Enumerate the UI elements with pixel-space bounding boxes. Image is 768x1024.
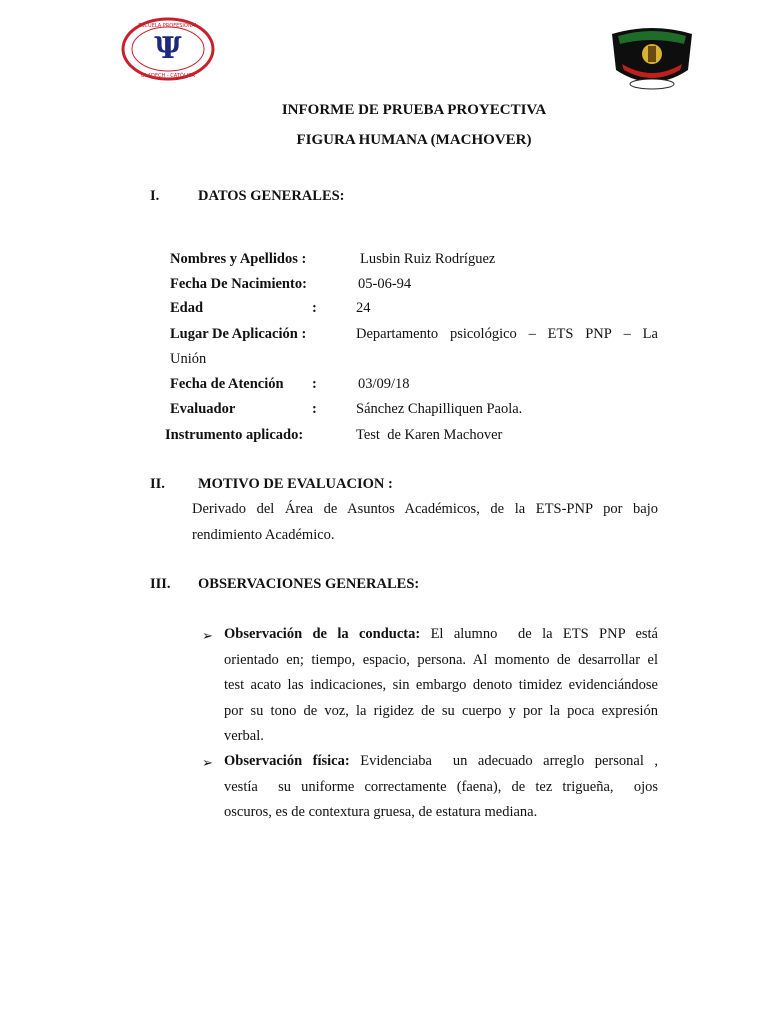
field-value-lugar-cont: Unión	[170, 351, 207, 367]
paragraph-line: vestía su uniforme correctamente (faena), de tez trigueña, ojos	[224, 778, 658, 795]
field-colon-edad: :	[312, 300, 317, 316]
section-3-number: III.	[150, 576, 171, 592]
svg-text:ULADECH - CATÓLICA: ULADECH - CATÓLICA	[141, 73, 195, 79]
field-value-fecha-nacimiento: 05-06-94	[358, 276, 412, 292]
field-label-fecha-nacimiento: Fecha De Nacimiento:	[170, 276, 307, 292]
section-1-title: DATOS GENERALES:	[198, 188, 345, 204]
observacion-heading: Observación física:	[224, 753, 350, 769]
section-2-title: MOTIVO DE EVALUACION :	[198, 476, 393, 492]
bullet-arrow-icon: ➢	[202, 628, 213, 643]
observacion-fisica-paragraph	[224, 749, 658, 826]
word: ETS	[547, 326, 574, 342]
word: Departamento	[356, 326, 439, 342]
paragraph-line	[224, 749, 658, 775]
field-label-instrumento: Instrumento aplicado:	[165, 427, 304, 443]
field-label-lugar: Lugar De Aplicación :	[170, 326, 307, 342]
observacion-text: Evidenciaba un adecuado arreglo personal ,	[360, 753, 658, 769]
field-label-edad: Edad	[170, 300, 204, 316]
observacion-heading: Observación de la conducta:	[224, 626, 421, 642]
observacion-text: El alumno de la ETS PNP está	[430, 626, 658, 642]
police-school-crest	[604, 24, 700, 92]
word: psicológico	[449, 326, 517, 342]
paragraph-line: oscuros, es de contextura gruesa, de estatura mediana.	[224, 804, 538, 820]
report-title: INFORME DE PRUEBA PROYECTIVA	[281, 102, 547, 118]
section-2-number: II.	[150, 476, 165, 492]
paragraph-line	[224, 622, 658, 648]
field-label-nombres: Nombres y Apellidos :	[170, 251, 307, 267]
report-subtitle: FIGURA HUMANA (MACHOVER)	[296, 132, 532, 148]
field-value-evaluador: Sánchez Chapilliquen Paola.	[356, 401, 523, 417]
field-value-lugar	[356, 325, 658, 343]
svg-text:Ψ: Ψ	[154, 31, 182, 66]
field-value-instrumento: Test de Karen Machover	[356, 427, 503, 443]
section-3-title: OBSERVACIONES GENERALES:	[198, 576, 420, 592]
paragraph-line: rendimiento Académico.	[192, 526, 335, 543]
word: PNP	[585, 326, 612, 342]
field-value-fecha-atencion: 03/09/18	[358, 376, 410, 392]
field-value-edad: 24	[356, 300, 371, 316]
field-colon-fecha-atencion: :	[312, 376, 317, 392]
svg-text:ESCUELA PROFESIONAL: ESCUELA PROFESIONAL	[138, 23, 198, 29]
section-1-number: I.	[150, 188, 160, 204]
paragraph-line: por su tono de voz, la rigidez de su cuerpo y por la poca expresión	[224, 702, 658, 719]
paragraph-line: Derivado del Área de Asuntos Académicos, de la ETS-PNP por bajo	[192, 501, 658, 517]
word: La	[642, 326, 658, 342]
field-label-fecha-atencion: Fecha de Atención	[170, 376, 284, 392]
field-label-evaluador: Evaluador	[170, 401, 236, 417]
field-colon-evaluador: :	[312, 401, 317, 417]
word: –	[623, 326, 631, 342]
field-value-nombres: Lusbin Ruiz Rodríguez	[360, 251, 496, 267]
paragraph-line: orientado en; tiempo, espacio, persona. Al momento de desarrollar el	[224, 651, 658, 668]
motivo-paragraph	[192, 497, 658, 548]
paragraph-line: test acato las indicaciones, sin embargo denoto timidez evidenciándose	[224, 677, 658, 693]
word: –	[528, 326, 536, 342]
paragraph-line: verbal.	[224, 728, 264, 744]
bullet-arrow-icon: ➢	[202, 755, 213, 770]
observacion-conducta-paragraph	[224, 622, 658, 750]
psychology-school-logo	[112, 14, 224, 84]
